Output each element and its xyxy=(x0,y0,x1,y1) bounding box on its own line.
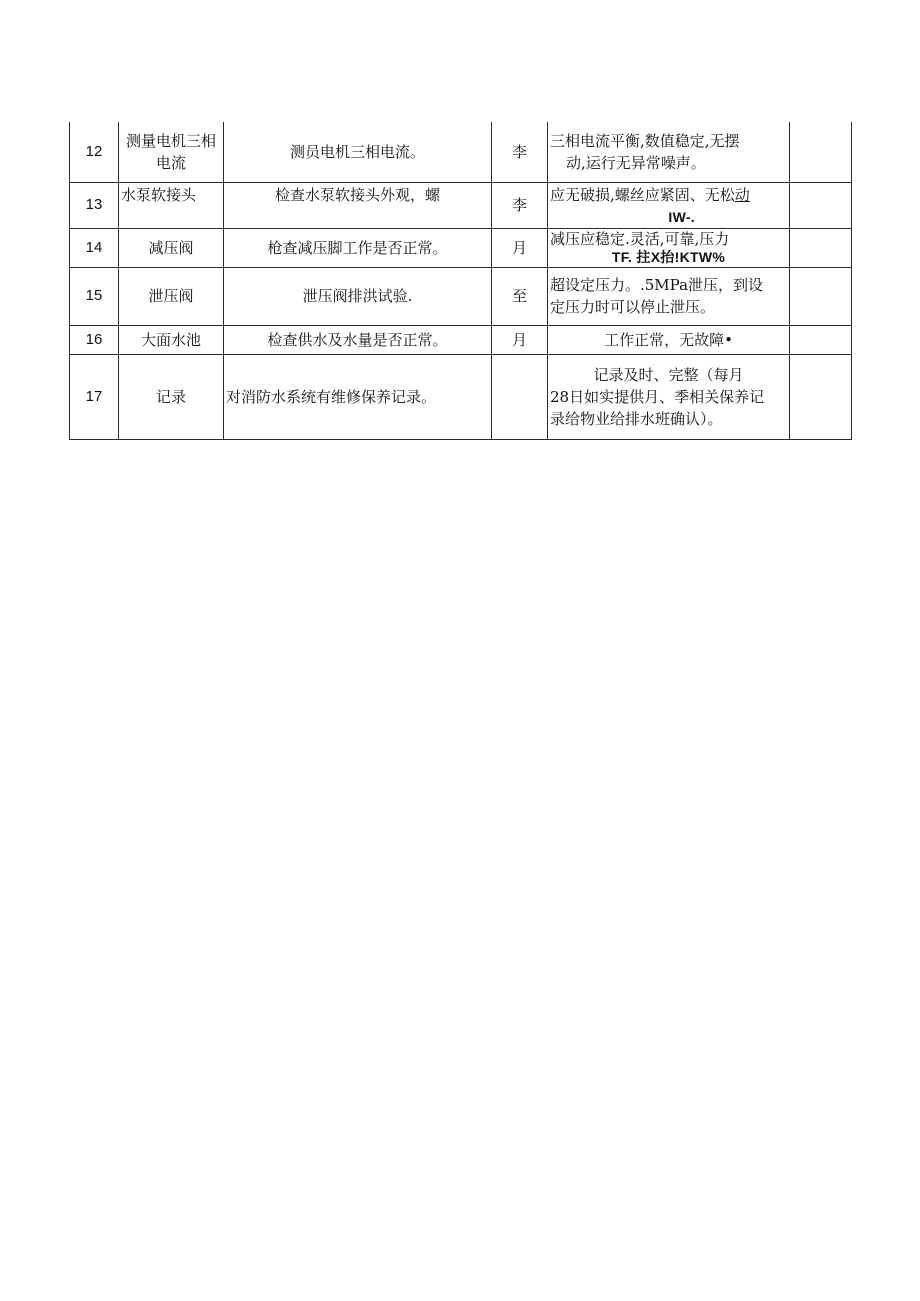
table-row xyxy=(70,122,852,182)
table-row xyxy=(70,228,852,267)
cycle: 李 xyxy=(492,182,548,228)
row-number: 14 xyxy=(70,228,119,267)
maintenance-table xyxy=(69,122,852,440)
standard-line: 三相电流平衡,数值稳定,无摆 xyxy=(550,131,740,150)
row-number: 17 xyxy=(70,354,119,439)
standard: 工作正常，无故障• xyxy=(548,325,790,354)
standard xyxy=(548,267,790,325)
inspection-content: 检查供水及水量是否正常。 xyxy=(224,325,492,354)
cycle: 月 xyxy=(492,228,548,267)
item-name: 水泵软接头 xyxy=(119,182,224,228)
inspection-content: 枪查减压脚工作是否正常。 xyxy=(224,228,492,267)
standard xyxy=(548,122,790,182)
remarks-cell xyxy=(790,354,852,439)
table-row xyxy=(70,267,852,325)
item-name-line: 测量电机三相 xyxy=(125,131,216,150)
remarks-cell xyxy=(790,122,852,182)
standard-line-tail: 动 xyxy=(734,185,750,204)
row-number: 15 xyxy=(70,267,119,325)
inspection-content: 测员电机三相电流。 xyxy=(224,122,492,182)
row-number: 16 xyxy=(70,325,119,354)
inspection-content: 检查水泵软接头外观，螺 xyxy=(224,182,492,228)
standard-line: 定压力时可以停止泄压。 xyxy=(550,298,716,316)
item-name: 记录 xyxy=(119,354,224,439)
standard-line-text: 应无破损,螺丝应紧固、无松 xyxy=(550,185,735,204)
standard xyxy=(548,228,790,267)
item-name: 泄压阀 xyxy=(119,267,224,325)
item-name xyxy=(119,122,224,182)
inspection-content: 对消防水系统有维修保养记录。 xyxy=(224,354,492,439)
standard xyxy=(548,182,790,228)
standard-line: 超设定压力。.5MPa泄压，到设 xyxy=(550,276,764,294)
standard-line: 记录及时、完整（每月 xyxy=(593,365,744,384)
cycle: 至 xyxy=(492,267,548,325)
standard xyxy=(548,354,790,439)
inspection-content: 泄压阀排洪试验. xyxy=(224,267,492,325)
row-number: 12 xyxy=(70,122,119,182)
standard-line: 录给物业给排水班确认）。 xyxy=(550,409,723,428)
maintenance-table-sheet xyxy=(69,122,851,440)
remarks-cell xyxy=(790,228,852,267)
cycle: 李 xyxy=(492,122,548,182)
standard-line: 28日如实提供月、季相关保养记 xyxy=(550,387,765,406)
remarks-cell xyxy=(790,182,852,228)
standard-line: 动,运行无异常噪声。 xyxy=(566,153,706,172)
table-row xyxy=(70,354,852,439)
standard-line: 减压应稳定.灵活,可靠,压力 xyxy=(550,229,730,248)
remarks-cell xyxy=(790,325,852,354)
remarks-cell xyxy=(790,267,852,325)
cycle: 月 xyxy=(492,325,548,354)
standard-line: TF. 拄X抬!KTW% xyxy=(611,248,726,265)
standard-line xyxy=(550,184,787,206)
item-name: 大面水池 xyxy=(119,325,224,354)
table-row xyxy=(70,325,852,354)
standard-line: IW-. xyxy=(668,208,695,225)
cycle xyxy=(492,354,548,439)
item-name-line: 电流 xyxy=(155,153,186,172)
row-number: 13 xyxy=(70,182,119,228)
item-name: 减压阀 xyxy=(119,228,224,267)
table-row xyxy=(70,182,852,228)
